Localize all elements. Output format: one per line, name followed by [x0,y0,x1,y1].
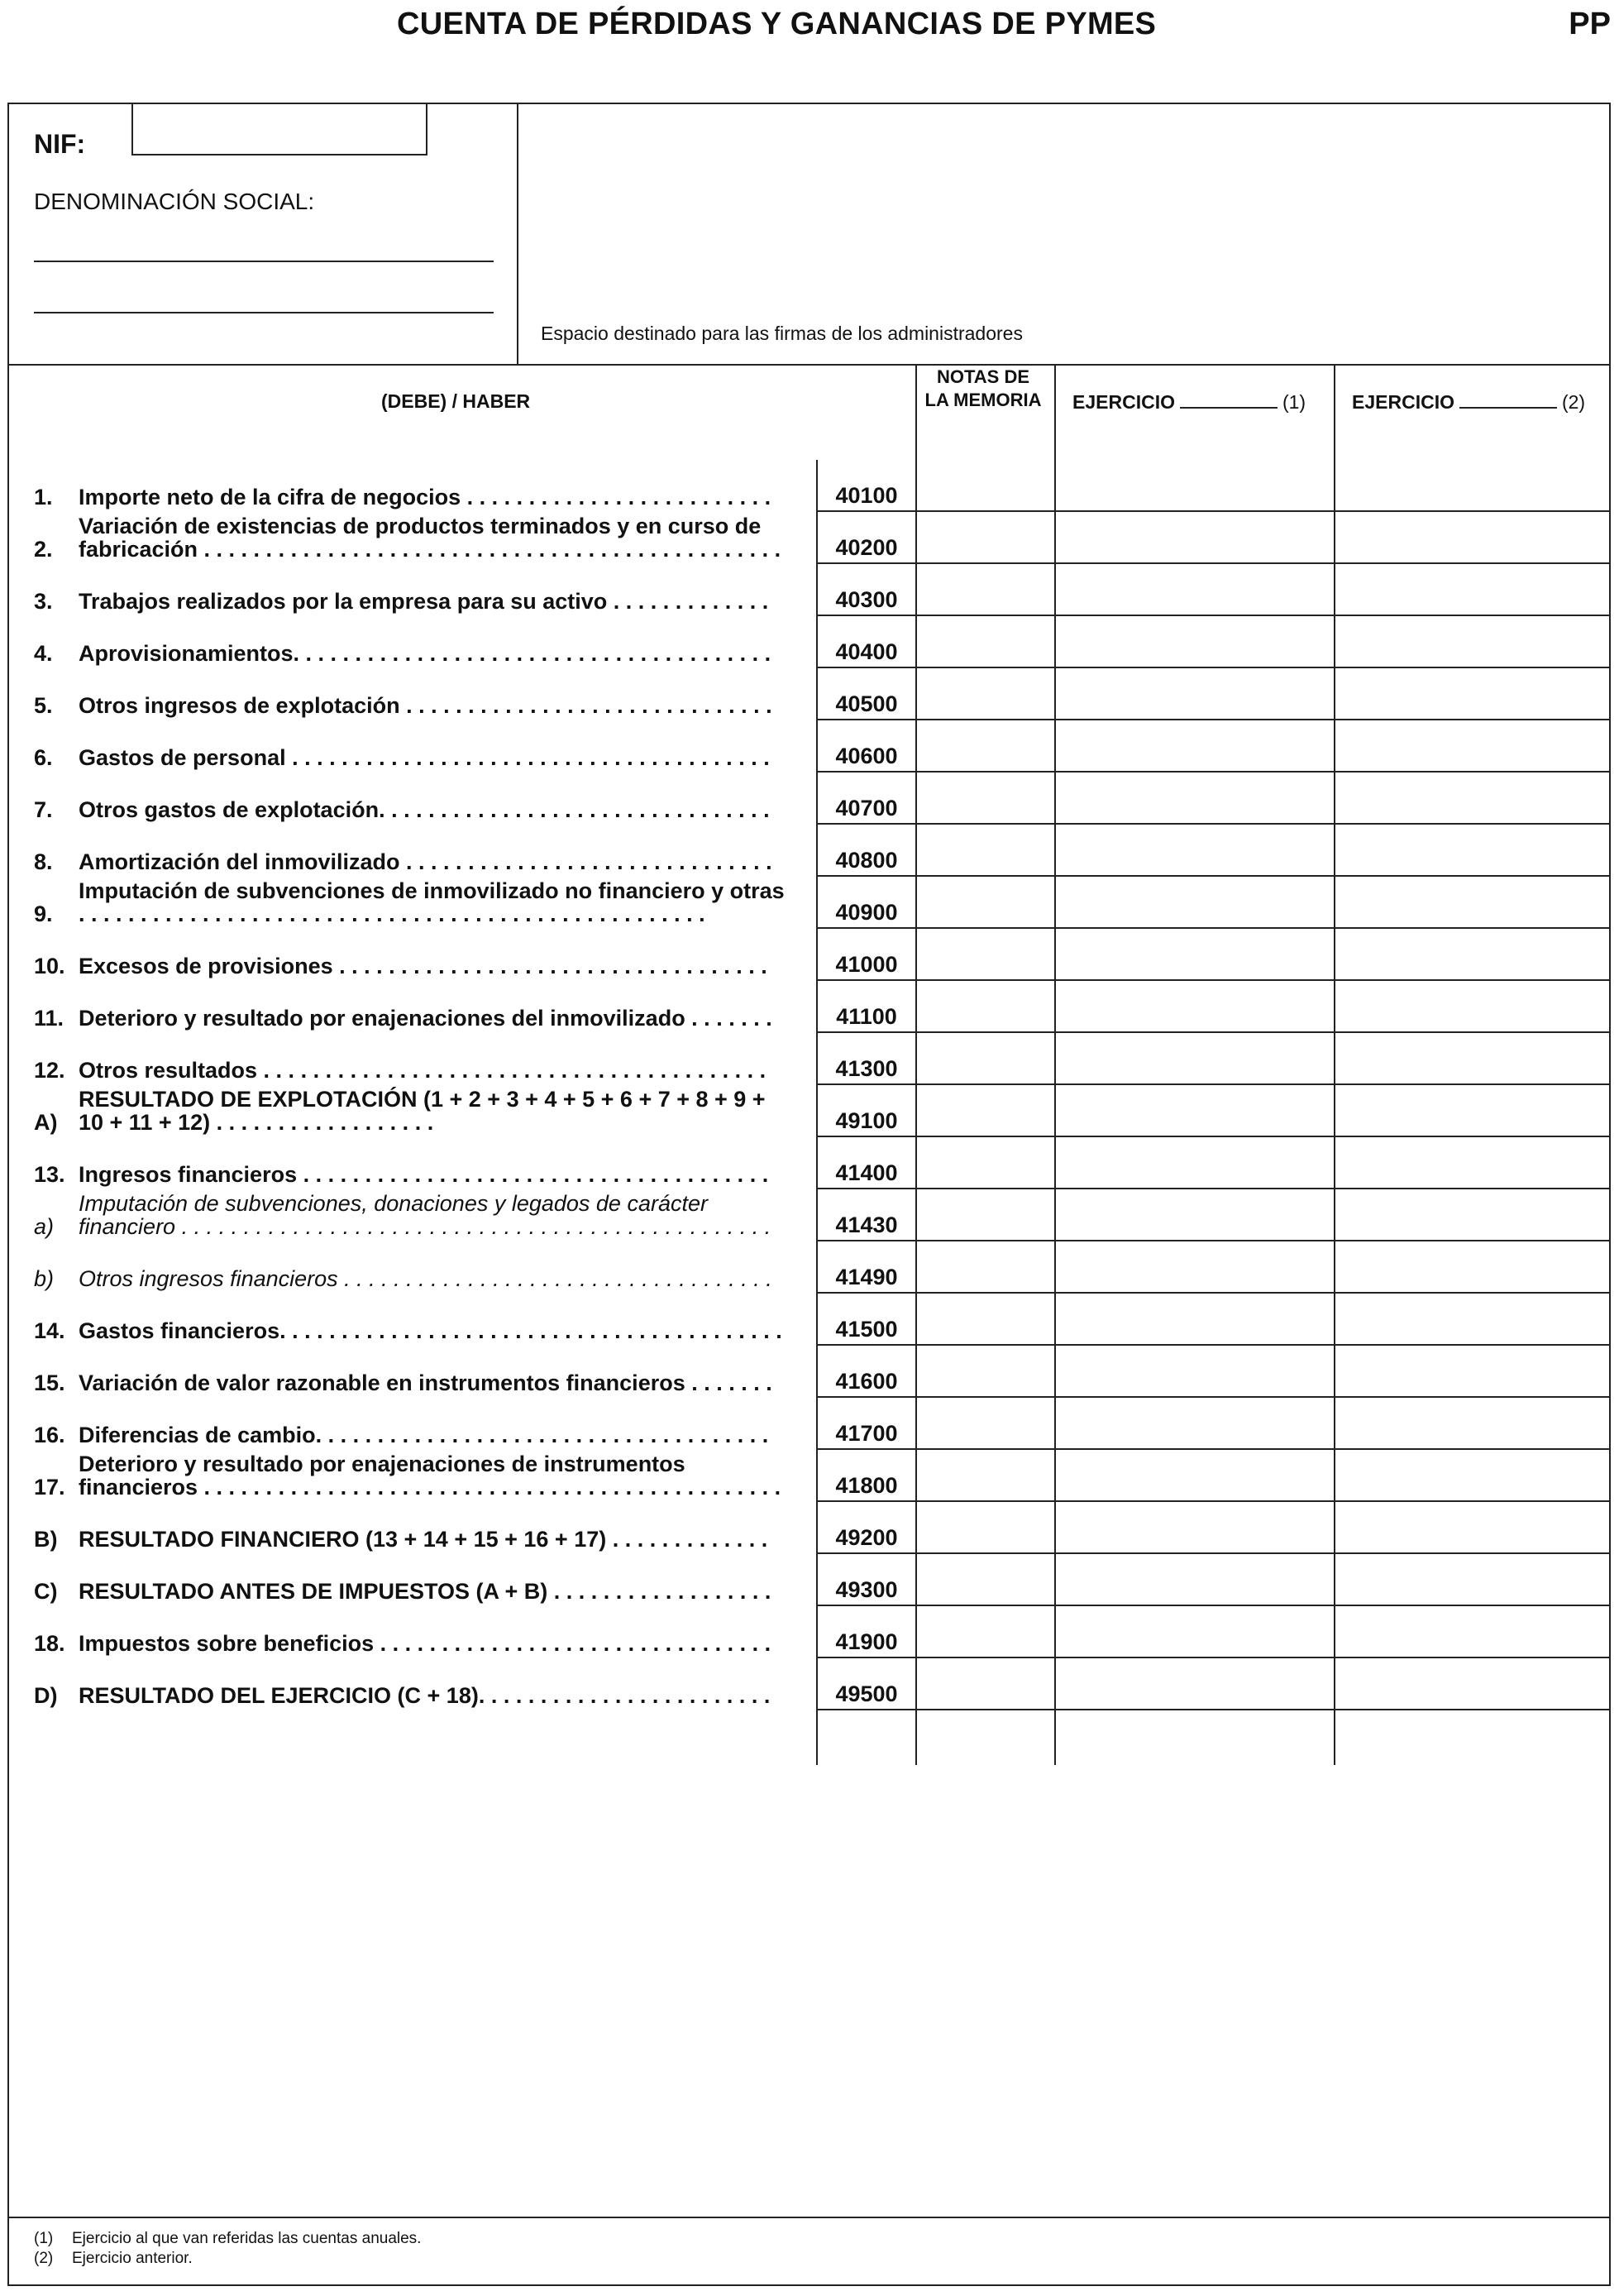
row-label [34,1580,811,1603]
cell-ejercicio-1-input[interactable] [1056,512,1334,562]
cell-ejercicio-2-input[interactable] [1335,1502,1612,1552]
row-text: Deterioro y resultado por enajenaciones del inmovilizado . . . . . . . [79,1006,772,1031]
row-text: Imputación de subvenciones, donaciones y legados de carácter financiero . . . . . . . . . . . . . . . . . . . . . . . . . . . . . . . . . . . . . . . . . . . . . . . . [79,1191,771,1239]
row-text: Variación de existencias de productos terminados y en curso de fabricación . . . . . . . . . . . . . . . . . . . . . . . . . . . . . . . . . . . . . . . . . . . . . . . [79,514,781,562]
row-number: 5. [34,693,53,718]
cell-notas-input[interactable] [917,668,1054,719]
row-text: Otros resultados . . . . . . . . . . . . . . . . . . . . . . . . . . . . . . . . . . . . . . . . . [79,1058,767,1083]
cell-notas-input[interactable] [917,460,1054,510]
row-label [34,798,811,821]
row-code: 41300 [835,1056,898,1081]
ejercicio-note-ref: (1) [1282,391,1306,413]
row-text: Ingresos financieros . . . . . . . . . . . . . . . . . . . . . . . . . . . . . . . . . . . . . . [79,1162,769,1187]
row-number: a) [34,1214,55,1239]
row-text: Amortización del inmovilizado . . . . . . . . . . . . . . . . . . . . . . . . . . . . . . [79,849,772,874]
row-number: 9. [34,902,53,926]
cell-ejercicio-1-input[interactable] [1056,1294,1334,1344]
table-row [9,1294,1609,1346]
row-number: 17. [34,1475,65,1500]
cell-notas-input[interactable] [917,877,1054,927]
column-header-debe-haber: (DEBE) / HABER [381,390,531,412]
signature-area-label: Espacio destinado para las firmas de los administradores [541,323,1023,344]
cell-ejercicio-2-input[interactable] [1335,1450,1612,1500]
row-code: 41400 [835,1160,898,1185]
cell-ejercicio-2-input[interactable] [1335,1346,1612,1396]
row-label [34,954,811,978]
cell-notas-input[interactable] [917,1606,1054,1657]
cell-ejercicio-1-input[interactable] [1056,981,1334,1031]
row-text: Aprovisionamientos. . . . . . . . . . . . . . . . . . . . . . . . . . . . . . . . . . . . . . . [79,641,771,666]
row-text: RESULTADO DEL EJERCICIO (C + 18). . . . . . . . . . . . . . . . . . . . . . . . [79,1683,771,1708]
ejercicio-label: EJERCICIO [1072,391,1175,413]
cell-ejercicio-2-input[interactable] [1335,1606,1612,1657]
cell-ejercicio-1-input[interactable] [1056,616,1334,667]
ejercicio-year-field[interactable] [1180,390,1278,409]
cell-ejercicio-2-input[interactable] [1335,460,1612,510]
row-code: 41800 [835,1473,898,1498]
row-code: 40200 [835,535,898,560]
row-text: Impuestos sobre beneficios . . . . . . . . . . . . . . . . . . . . . . . . . . . . . . . . [79,1631,771,1656]
cell-ejercicio-2-input[interactable] [1335,825,1612,875]
denominacion-field-line-1[interactable] [34,261,494,262]
row-text: Otros ingresos de explotación . . . . . . . . . . . . . . . . . . . . . . . . . . . . . . [79,693,772,718]
cell-ejercicio-1-input[interactable] [1056,1189,1334,1240]
cell-notas-input[interactable] [917,929,1054,979]
footnote-number: (2) [34,2250,54,2267]
row-code: 40500 [835,691,898,716]
row-label [34,1163,811,1186]
table-row [9,773,1609,825]
row-label [34,746,811,769]
cell-notas-input[interactable] [917,825,1054,875]
cell-notas-input[interactable] [917,1137,1054,1188]
row-text: Deterioro y resultado por enajenaciones de instrumentos financieros . . . . . . . . . . . . . . . . . . . . . . . . . . . . . . . . . . . . . . . . . . . . . . . [79,1452,781,1500]
table-row [9,1033,1609,1085]
row-code: 41700 [835,1421,898,1446]
cell-ejercicio-1-input[interactable] [1056,877,1334,927]
nif-label: NIF: [34,129,86,159]
form-frame [7,103,1611,2286]
cell-ejercicio-1-input[interactable] [1056,773,1334,823]
row-text: Excesos de provisiones . . . . . . . . . . . . . . . . . . . . . . . . . . . . . . . . . . . [79,954,767,978]
row-code: 40400 [835,639,898,664]
cell-notas-input[interactable] [917,1450,1054,1500]
row-code: 49100 [835,1108,898,1133]
cell-notas-input[interactable] [917,720,1054,771]
cell-notas-input[interactable] [917,1241,1054,1292]
row-text: Importe neto de la cifra de negocios . . . . . . . . . . . . . . . . . . . . . . . . . [79,485,771,509]
row-number: b) [34,1266,55,1291]
cell-ejercicio-2-input[interactable] [1335,1137,1612,1188]
footnote-1 [34,2230,421,2248]
row-number: 6. [34,745,53,770]
row-number: A) [34,1110,58,1135]
row-code: 40900 [835,900,898,925]
ejercicio-label: EJERCICIO [1352,391,1454,413]
row-code: 40700 [835,796,898,820]
cell-notas-input[interactable] [917,1502,1054,1552]
row-number: 8. [34,849,53,874]
row-label [34,1632,811,1655]
row-code: 41100 [836,1004,897,1029]
row-number: 16. [34,1423,65,1447]
row-text: Trabajos realizados por la empresa para su activo . . . . . . . . . . . . . [79,589,769,614]
cell-ejercicio-2-input[interactable] [1335,1398,1612,1448]
row-code: 40300 [835,587,898,612]
divider [9,364,1609,366]
table-row [9,929,1609,981]
cell-ejercicio-2-input[interactable] [1335,1085,1612,1136]
cell-notas-input[interactable] [917,773,1054,823]
row-text: RESULTADO FINANCIERO (13 + 14 + 15 + 16 + 17) . . . . . . . . . . . . . [79,1527,768,1552]
cell-ejercicio-2-input[interactable] [1335,564,1612,615]
row-label [34,1684,811,1707]
cell-ejercicio-2-input[interactable] [1335,773,1612,823]
row-divider [816,1709,1609,1710]
cell-notas-input[interactable] [917,512,1054,562]
row-text: Gastos de personal . . . . . . . . . . . . . . . . . . . . . . . . . . . . . . . . . . . . . . . [79,745,770,770]
table-row [9,512,1609,564]
cell-ejercicio-1-input[interactable] [1056,1450,1334,1500]
row-code: 41500 [835,1317,898,1342]
cell-notas-input[interactable] [917,1189,1054,1240]
row-label [34,879,811,926]
row-number: D) [34,1683,58,1708]
row-text: Otros gastos de explotación. . . . . . . . . . . . . . . . . . . . . . . . . . . . . . . . [79,797,770,822]
row-number: 15. [34,1370,65,1395]
cell-ejercicio-1-input[interactable] [1056,1606,1334,1657]
table-row [9,1346,1609,1398]
row-label [34,1059,811,1082]
row-label [34,514,811,561]
ejercicio-year-field[interactable] [1459,390,1557,409]
row-code: 41900 [835,1629,898,1654]
cell-ejercicio-2-input[interactable] [1335,720,1612,771]
notas-line-2: LA MEMORIA [924,390,1042,410]
denominacion-field-line-2[interactable] [34,312,494,313]
cell-ejercicio-2-input[interactable] [1335,616,1612,667]
row-label [34,1371,811,1394]
row-code: 40600 [835,744,898,768]
table-row [9,1606,1609,1658]
footnote-number: (1) [34,2230,54,2247]
cell-ejercicio-2-input[interactable] [1335,877,1612,927]
row-text: Variación de valor razonable en instrumentos financieros . . . . . . . [79,1370,772,1395]
row-number: 14. [34,1318,65,1343]
row-number: 12. [34,1058,65,1083]
table-row [9,825,1609,877]
row-code: 41430 [835,1213,898,1237]
cell-ejercicio-1-input[interactable] [1056,720,1334,771]
table-row [9,1658,1609,1710]
footnote-text: Ejercicio anterior. [72,2250,193,2267]
row-code: 40100 [835,483,898,508]
table-row [9,1085,1609,1137]
table-row [9,460,1609,512]
divider [517,104,518,364]
row-label [34,1192,811,1238]
table-row [9,720,1609,773]
row-text: RESULTADO ANTES DE IMPUESTOS (A + B) . . . . . . . . . . . . . . . . . . [79,1579,771,1604]
row-code: 41600 [835,1369,898,1394]
cell-ejercicio-2-input[interactable] [1335,1554,1612,1605]
row-number: C) [34,1579,58,1604]
table-row [9,1450,1609,1502]
row-number: 2. [34,537,53,562]
row-text: Imputación de subvenciones de inmovilizado no financiero y otras . . . . . . . . . . . . . . . . . . . . . . . . . . . . . . . . . . . . . . . . . . . . . . . . . . . [79,878,785,926]
row-code: 49300 [835,1577,898,1602]
form-code: PP [1569,7,1611,41]
page-title: CUENTA DE PÉRDIDAS Y GANANCIAS DE PYMES [397,7,1157,41]
cell-ejercicio-2-input[interactable] [1335,981,1612,1031]
table-row [9,877,1609,929]
cell-ejercicio-1-input[interactable] [1056,1554,1334,1605]
column-header-ejercicio-2 [1352,390,1585,414]
row-code: 49500 [835,1681,898,1706]
row-number: B) [34,1527,58,1552]
row-label [34,1423,811,1447]
cell-notas-input[interactable] [917,1294,1054,1344]
table-row [9,1137,1609,1189]
row-number: 10. [34,954,65,978]
cell-ejercicio-1-input[interactable] [1056,825,1334,875]
cell-notas-input[interactable] [917,1554,1054,1605]
row-label [34,694,811,717]
footnote-text: Ejercicio al que van referidas las cuentas anuales. [72,2230,422,2247]
row-label [34,850,811,873]
footnote-2 [34,2250,193,2268]
cell-ejercicio-1-input[interactable] [1056,668,1334,719]
row-code: 49200 [835,1525,898,1550]
row-label [34,1007,811,1030]
cell-ejercicio-1-input[interactable] [1056,1085,1334,1136]
table-row [9,1189,1609,1241]
cell-ejercicio-1-input[interactable] [1056,1346,1334,1396]
row-text: Otros ingresos financieros . . . . . . . . . . . . . . . . . . . . . . . . . . . . . . . . . . . [79,1266,772,1291]
row-label [34,642,811,665]
row-text: Gastos financieros. . . . . . . . . . . . . . . . . . . . . . . . . . . . . . . . . . . . . . . . . [79,1318,782,1343]
row-label [34,1452,811,1499]
row-number: 18. [34,1631,65,1656]
table-row [9,981,1609,1033]
cell-ejercicio-2-input[interactable] [1335,1033,1612,1083]
cell-notas-input[interactable] [917,1033,1054,1083]
ejercicio-note-ref: (2) [1561,391,1586,413]
row-label [34,590,811,613]
row-label [34,1319,811,1342]
row-code: 41000 [835,952,898,977]
table-row [9,1241,1609,1294]
table-row [9,564,1609,616]
row-number: 7. [34,797,53,822]
divider [9,2217,1609,2218]
row-number: 3. [34,589,53,614]
row-label [34,1088,811,1134]
nif-field[interactable] [131,104,427,155]
row-code: 41490 [835,1265,898,1289]
row-code: 40800 [835,848,898,873]
cell-ejercicio-2-input[interactable] [1335,512,1612,562]
cell-ejercicio-2-input[interactable] [1335,1189,1612,1240]
cell-ejercicio-2-input[interactable] [1335,668,1612,719]
row-number: 1. [34,485,53,509]
cell-notas-input[interactable] [917,1398,1054,1448]
table-row [9,616,1609,668]
cell-ejercicio-2-input[interactable] [1335,1241,1612,1292]
cell-notas-input[interactable] [917,616,1054,667]
table-row [9,1398,1609,1450]
row-number: 13. [34,1162,65,1187]
row-number: 11. [34,1006,64,1031]
row-number: 4. [34,641,53,666]
column-header-notas [915,366,1051,412]
column-header-ejercicio-1 [1072,390,1306,414]
cell-ejercicio-1-input[interactable] [1056,1241,1334,1292]
cell-notas-input[interactable] [917,1085,1054,1136]
cell-ejercicio-1-input[interactable] [1056,1398,1334,1448]
row-label [34,486,811,509]
cell-notas-input[interactable] [917,1658,1054,1709]
cell-notas-input[interactable] [917,564,1054,615]
cell-ejercicio-2-input[interactable] [1335,929,1612,979]
cell-notas-input[interactable] [917,981,1054,1031]
row-label [34,1267,811,1290]
cell-ejercicio-2-input[interactable] [1335,1294,1612,1344]
denominacion-label: DENOMINACIÓN SOCIAL: [34,189,315,214]
table-row [9,1502,1609,1554]
cell-ejercicio-1-input[interactable] [1056,1658,1334,1709]
cell-ejercicio-1-input[interactable] [1056,460,1334,510]
cell-ejercicio-1-input[interactable] [1056,1137,1334,1188]
row-label [34,1528,811,1551]
table-row [9,1554,1609,1606]
row-text: Diferencias de cambio. . . . . . . . . . . . . . . . . . . . . . . . . . . . . . . . . . . . . [79,1423,769,1447]
cell-ejercicio-1-input[interactable] [1056,1502,1334,1552]
cell-notas-input[interactable] [917,1346,1054,1396]
cell-ejercicio-2-input[interactable] [1335,1658,1612,1709]
cell-ejercicio-1-input[interactable] [1056,929,1334,979]
cell-ejercicio-1-input[interactable] [1056,564,1334,615]
table-row [9,668,1609,720]
row-text: RESULTADO DE EXPLOTACIÓN (1 + 2 + 3 + 4 + 5 + 6 + 7 + 8 + 9 + 10 + 11 + 12) . . . . . . . . . . . . . . . . . . [79,1087,766,1135]
notas-line-1: NOTAS DE [936,366,1030,387]
cell-ejercicio-1-input[interactable] [1056,1033,1334,1083]
